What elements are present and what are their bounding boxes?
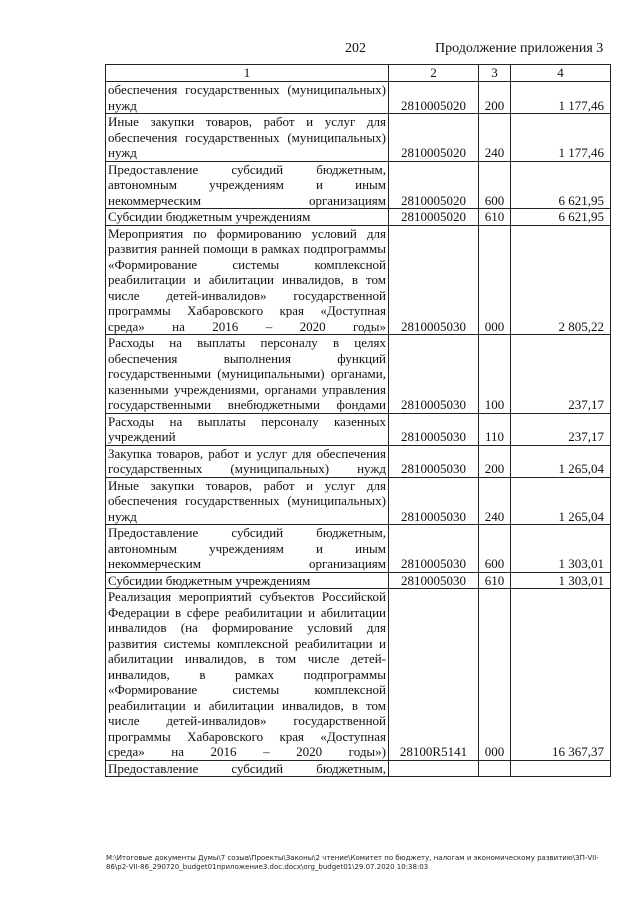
column-header: 2: [389, 65, 479, 82]
row-description: Субсидии бюджетным учреждениям: [106, 572, 389, 589]
row-description: Субсидии бюджетным учреждениям: [106, 209, 389, 226]
table-row: [106, 525, 611, 573]
row-description: Предоставление субсидий бюджетным, автономным учреждениям и иным некоммерческим организациям: [106, 525, 389, 573]
appendix-title: Продолжение приложения 3: [435, 41, 604, 56]
table-row: [106, 209, 611, 226]
row-amount: 237,17: [511, 413, 611, 445]
row-amount: 6 621,95: [511, 161, 611, 209]
row-code: 2810005030: [389, 413, 479, 445]
table-row: [106, 445, 611, 477]
row-code: 2810005030: [389, 477, 479, 525]
row-amount: 1 177,46: [511, 82, 611, 114]
row-type: 610: [479, 209, 511, 226]
row-amount: 1 303,01: [511, 572, 611, 589]
row-description: обеспечения государственных (муниципальных) нужд: [106, 82, 389, 114]
row-code: 2810005030: [389, 335, 479, 414]
row-code: 2810005030: [389, 572, 479, 589]
row-type: 600: [479, 161, 511, 209]
row-amount: 2 805,22: [511, 225, 611, 335]
row-type: 000: [479, 225, 511, 335]
row-code: 2810005030: [389, 225, 479, 335]
row-type: 200: [479, 445, 511, 477]
row-code: 2810005030: [389, 525, 479, 573]
table-row: [106, 413, 611, 445]
column-header: 4: [511, 65, 611, 82]
row-amount: [511, 760, 611, 777]
row-type: 240: [479, 114, 511, 162]
row-description: Иные закупки товаров, работ и услуг для обеспечения государственных (муниципальных) нужд: [106, 114, 389, 162]
row-type: 600: [479, 525, 511, 573]
row-description: Иные закупки товаров, работ и услуг для обеспечения государственных (муниципальных) нужд: [106, 477, 389, 525]
row-type: 200: [479, 82, 511, 114]
row-type: 110: [479, 413, 511, 445]
row-type: 100: [479, 335, 511, 414]
row-description: Предоставление субсидий бюджетным,: [106, 760, 389, 777]
column-header: 3: [479, 65, 511, 82]
column-header: 1: [106, 65, 389, 82]
table-row: [106, 760, 611, 777]
table-row: [106, 572, 611, 589]
table-row: [106, 114, 611, 162]
row-code: 2810005020: [389, 209, 479, 226]
row-description: Мероприятия по формированию условий для развития ранней помощи в рамках подпрограммы «Формирование системы комплексной реабилитации и абилитации инвалидов, в том числе детей-инвалидов» государственной программы Хабаровского края «Доступная среда» на 2016 – 2020 годы»: [106, 225, 389, 335]
row-code: 28100R5141: [389, 589, 479, 761]
row-description: Закупка товаров, работ и услуг для обеспечения государственных (муниципальных) нужд: [106, 445, 389, 477]
row-code: [389, 760, 479, 777]
table-row: [106, 161, 611, 209]
row-amount: 237,17: [511, 335, 611, 414]
row-amount: 16 367,37: [511, 589, 611, 761]
row-description: Расходы на выплаты персоналу в целях обеспечения выполнения функций государственными (муниципальными) органами, казенными учреждениями, органами управления государственными внебюджетными фондами: [106, 335, 389, 414]
row-code: 2810005030: [389, 445, 479, 477]
table-header-row: [106, 65, 611, 82]
row-type: 000: [479, 589, 511, 761]
row-amount: 1 265,04: [511, 445, 611, 477]
table-row: [106, 225, 611, 335]
row-description: Реализация мероприятий субъектов Российской Федерации в сфере реабилитации и абилитации инвалидов (на формирование условий для развития системы комплексной реабилитации и абилитации инвалидов, в том числе детей-инвалидов, в рамках подпрограммы «Формирование системы комплексной реабилитации и абилитации инвалидов, в том числе детей-инвалидов» государственной программы Хабаровского края «Доступная среда» на 2016 – 2020 годы»): [106, 589, 389, 761]
row-type: 610: [479, 572, 511, 589]
row-description: Расходы на выплаты персоналу казенных учреждений: [106, 413, 389, 445]
row-type: 240: [479, 477, 511, 525]
budget-table: [105, 64, 611, 777]
row-description: Предоставление субсидий бюджетным, автономным учреждениям и иным некоммерческим организациям: [106, 161, 389, 209]
row-amount: 1 303,01: [511, 525, 611, 573]
document-path-footer: М:\Итоговые документы Думы\7 созыв\Проекты\Законы\2 чтение\Комитет по бюджету, налогам и экономическому развитию\ЗП-VII-86\р2-VII-86_290720_budget01приложение3.doc.docx\org_budget01\29.07.2020 10:38:03: [106, 854, 599, 871]
row-code: 2810005020: [389, 161, 479, 209]
table-row: [106, 335, 611, 414]
row-type: [479, 760, 511, 777]
table-row: [106, 589, 611, 761]
row-amount: 1 265,04: [511, 477, 611, 525]
row-code: 2810005020: [389, 82, 479, 114]
table-row: [106, 82, 611, 114]
row-amount: 6 621,95: [511, 209, 611, 226]
page-number: 202: [345, 41, 366, 56]
table-row: [106, 477, 611, 525]
row-amount: 1 177,46: [511, 114, 611, 162]
row-code: 2810005020: [389, 114, 479, 162]
